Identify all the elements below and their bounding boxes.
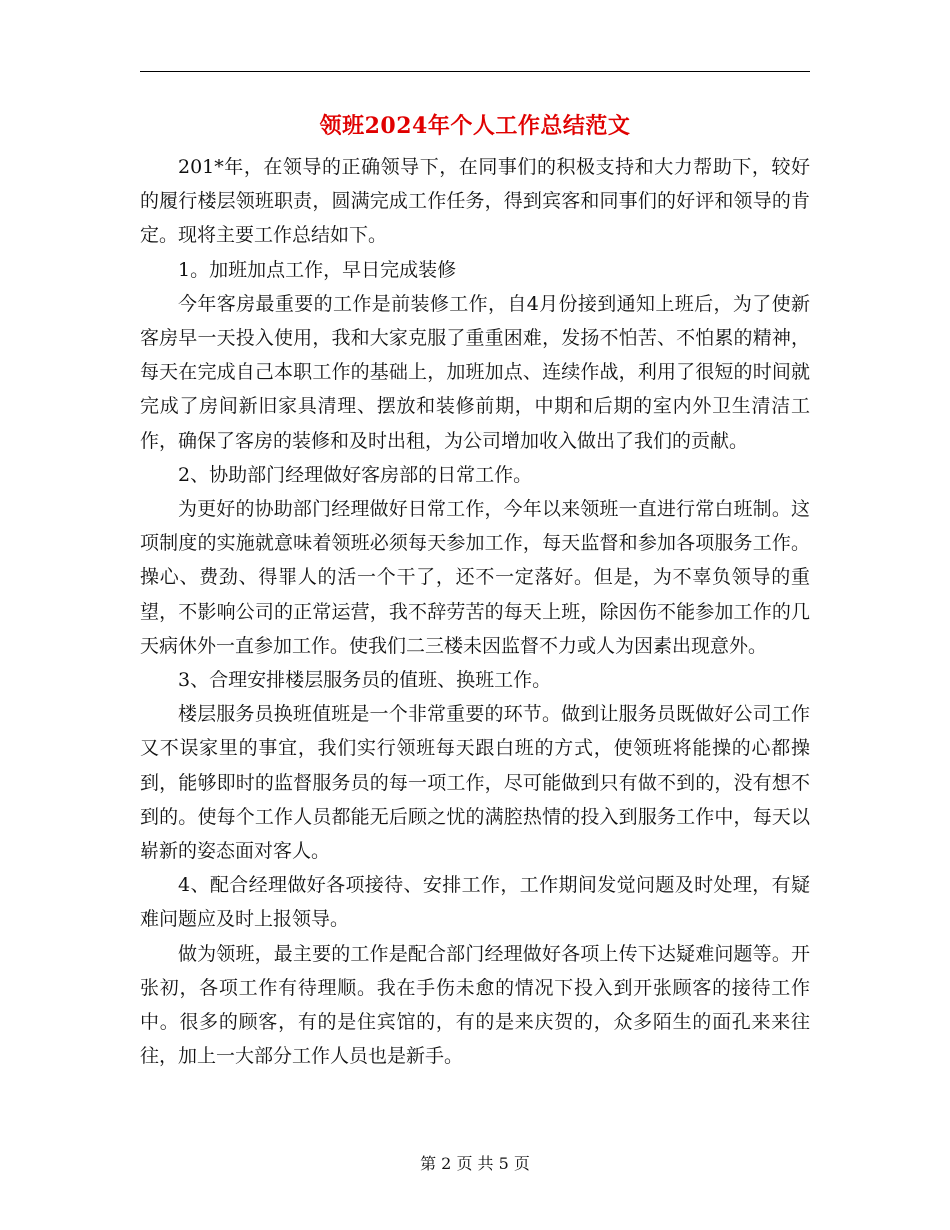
paragraph-section-1: 今年客房最重要的工作是前装修工作，自4月份接到通知上班后，为了使新客房早一天投入使用，我和大家克服了重重困难，发扬不怕苦、不怕累的精神，每天在完成自己本职工作的基础上，加班加点、连续作战，利用了很短的时间就完成了房间新旧家具清理、摆放和装修前期，中期和后期的室内外卫生清洁工作，确保了客房的装修和及时出租，为公司增加收入做出了我们的贡献。 — [140, 292, 810, 452]
page-number-footer: 第 2 页 共 5 页 — [420, 1154, 530, 1173]
section-heading-2: 2、协助部门经理做好客房部的日常工作。 — [178, 463, 533, 486]
section-heading-4: 4、配合经理做好各项接待、安排工作，工作期间发觉问题及时处理，有疑难问题应及时上报领导。 — [140, 874, 810, 931]
section-heading-1: 1。加班加点工作，早日完成装修 — [178, 258, 457, 281]
paragraph-section-2: 为更好的协助部门经理做好日常工作，今年以来领班一直进行常白班制。这项制度的实施就意味着领班必须每天参加工作，每天监督和参加各项服务工作。操心、费劲、得罪人的活一个干了，还不一定落好。但是，为不辜负领导的重望，不影响公司的正常运营，我不辞劳苦的每天上班，除因伤不能参加工作的几天病休外一直参加工作。使我们二三楼未因监督不力或人为因素出现意外。 — [140, 498, 810, 657]
section-heading-3: 3、合理安排楼层服务员的值班、换班工作。 — [178, 669, 552, 692]
document-body — [140, 150, 810, 1073]
paragraph-section-3: 楼层服务员换班值班是一个非常重要的环节。做到让服务员既做好公司工作又不误家里的事宜，我们实行领班每天跟白班的方式，使领班将能操的心都操到，能够即时的监督服务员的每一项工作，尽可能做到只有做不到的，没有想不到的。使每个工作人员都能无后顾之忧的满腔热情的投入到服务工作中，每天以崭新的姿态面对客人。 — [140, 703, 810, 863]
paragraph-section-4: 做为领班，最主要的工作是配合部门经理做好各项上传下达疑难问题等。开张初，各项工作有待理顺。我在手伤未愈的情况下投入到开张顾客的接待工作中。很多的顾客，有的是住宾馆的，有的是来庆贺的，众多陌生的面孔来来往往，加上一大部分工作人员也是新手。 — [140, 942, 810, 1068]
document-title: 领班2024年个人工作总结范文 — [319, 113, 631, 139]
header-rule — [140, 71, 810, 72]
paragraph-intro: 201*年，在领导的正确领导下，在同事们的积极支持和大力帮助下，较好的履行楼层领班职责，圆满完成工作任务，得到宾客和同事们的好评和领导的肯定。现将主要工作总结如下。 — [140, 156, 810, 247]
